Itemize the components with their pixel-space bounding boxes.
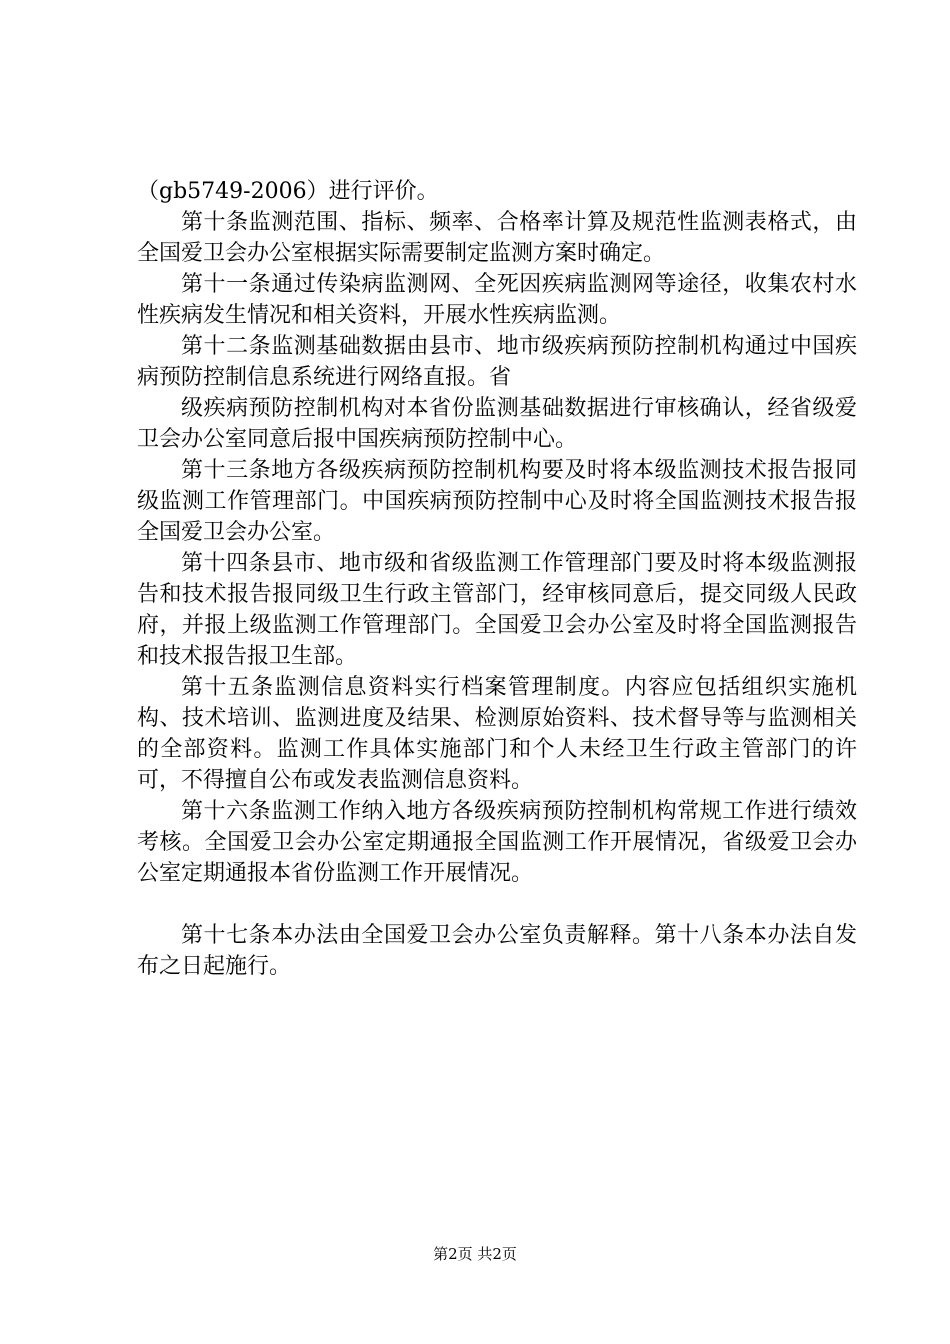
paragraph-article-11: 第十一条通过传染病监测网、全死因疾病监测网等途径，收集农村水性疾病发生情况和相关资料，开展水性疾病监测。 (137, 272, 857, 328)
paragraph-continuation: （gb5749-2006）进行评价。 (137, 179, 439, 204)
paragraph-article-12: 第十二条监测基础数据由县市、地市级疾病预防控制机构通过中国疾病预防控制信息系统进行网络直报。省 (137, 334, 857, 390)
paragraph-article-16: 第十六条监测工作纳入地方各级疾病预防控制机构常规工作进行绩效考核。全国爱卫会办公室定期通报全国监测工作开展情况，省级爱卫会办公室定期通报本省份监测工作开展情况。 (137, 799, 857, 886)
paragraph-article-15: 第十五条监测信息资料实行档案管理制度。内容应包括组织实施机构、技术培训、监测进度及结果、检测原始资料、技术督导等与监测相关的全部资料。监测工作具体实施部门和个人未经卫生行政主管部门的许可，不得擅自公布或发表监测信息资料。 (137, 675, 857, 793)
paragraph-article-13: 第十三条地方各级疾病预防控制机构要及时将本级监测技术报告报同级监测工作管理部门。中国疾病预防控制中心及时将全国监测技术报告报全国爱卫会办公室。 (137, 458, 857, 545)
document-body (137, 176, 857, 982)
paragraph-article-12-continued: 级疾病预防控制机构对本省份监测基础数据进行审核确认，经省级爱卫会办公室同意后报中国疾病预防控制中心。 (137, 396, 857, 452)
paragraph-article-14: 第十四条县市、地市级和省级监测工作管理部门要及时将本级监测报告和技术报告报同级卫生行政主管部门，经审核同意后，提交同级人民政府，并报上级监测工作管理部门。全国爱卫会办公室及时将全国监测报告和技术报告报卫生部。 (137, 551, 857, 669)
paragraph-article-17-18: 第十七条本办法由全国爱卫会办公室负责解释。第十八条本办法自发布之日起施行。 (137, 923, 857, 979)
paragraph-article-10: 第十条监测范围、指标、频率、合格率计算及规范性监测表格式，由全国爱卫会办公室根据实际需要制定监测方案时确定。 (137, 210, 857, 266)
page-number-footer: 第2页 共2页 (433, 1245, 517, 1263)
